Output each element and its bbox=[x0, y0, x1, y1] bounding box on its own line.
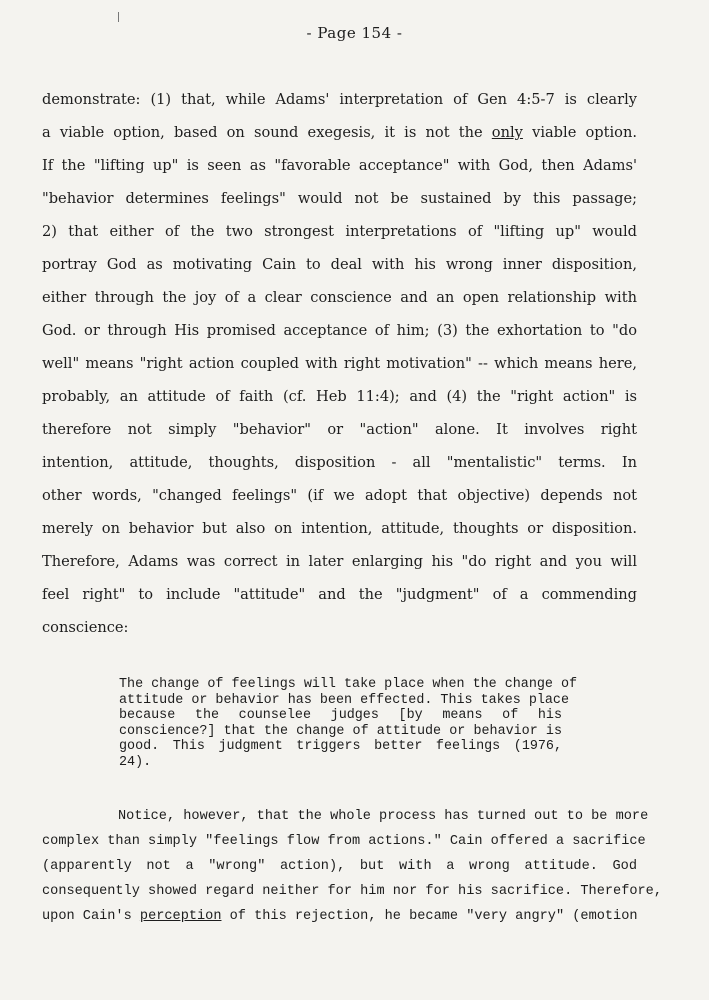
text-line: 2) that either of the two strongest interpretations of "lifting up" would bbox=[42, 223, 637, 240]
text-line bbox=[42, 906, 637, 928]
text-line: consequently showed regard neither for him nor for his sacrifice. Therefore, bbox=[42, 884, 662, 899]
quote-line: good. This judgment triggers better feelings (1976, bbox=[119, 739, 562, 754]
underlined-word: only bbox=[491, 124, 523, 141]
text-line: demonstrate: (1) that, while Adams' interpretation of Gen 4:5-7 is clearly bbox=[42, 91, 637, 108]
text-line bbox=[42, 806, 649, 828]
text-line: (apparently not a "wrong" action), but with a wrong attitude. God bbox=[42, 859, 637, 874]
scan-mark bbox=[118, 12, 119, 22]
text-line: intention, attitude, thoughts, disposition - all "mentalistic" terms. In bbox=[42, 454, 637, 471]
text-line: other words, "changed feelings" (if we adopt that objective) depends not bbox=[42, 487, 637, 504]
text-line: If the "lifting up" is seen as "favorable acceptance" with God, then Adams' bbox=[42, 157, 637, 174]
text-line: therefore not simply "behavior" or "action" alone. It involves right bbox=[42, 421, 637, 438]
text-line: God. or through His promised acceptance of him; (3) the exhortation to "do bbox=[42, 322, 637, 339]
text-line: well" means "right action coupled with right motivation" -- which means here, bbox=[42, 355, 637, 372]
text-line bbox=[42, 123, 637, 143]
text-span: Notice, however, that the whole process has turned out to be more bbox=[118, 809, 649, 824]
block-quote bbox=[119, 677, 578, 770]
text-span: viable option. bbox=[522, 124, 637, 141]
text-line: complex than simply "feelings flow from actions." Cain offered a sacrifice bbox=[42, 834, 646, 849]
text-span: upon Cain's bbox=[42, 909, 140, 924]
text-line: either through the joy of a clear conscience and an open relationship with bbox=[42, 289, 637, 306]
quote-line: because the counselee judges [by means of his bbox=[119, 708, 562, 723]
quote-line: conscience?] that the change of attitude or behavior is bbox=[119, 723, 562, 739]
text-line: "behavior determines feelings" would not be sustained by this passage; bbox=[42, 190, 637, 207]
text-line: probably, an attitude of faith (cf. Heb 11:4); and (4) the "right action" is bbox=[42, 388, 637, 405]
page-number: - Page 154 - bbox=[306, 24, 403, 42]
text-span: a viable option, based on sound exegesis, it is not the bbox=[42, 124, 492, 141]
text-line: feel right" to include "attitude" and the "judgment" of a commending bbox=[42, 586, 637, 603]
quote-line: 24). bbox=[119, 754, 152, 770]
underlined-word: perception bbox=[139, 909, 222, 924]
text-line: Therefore, Adams was correct in later enlarging his "do right and you will bbox=[42, 553, 637, 570]
quote-line: attitude or behavior has been effected. This takes place bbox=[119, 692, 569, 708]
text-line: portray God as motivating Cain to deal with his wrong inner disposition, bbox=[42, 256, 637, 273]
text-span: of this rejection, he became "very angry" (emotion bbox=[221, 909, 638, 924]
quote-line: The change of feelings will take place when the change of bbox=[119, 677, 578, 692]
text-line: conscience: bbox=[42, 619, 129, 636]
text-line: merely on behavior but also on intention, attitude, thoughts or disposition. bbox=[42, 520, 637, 537]
